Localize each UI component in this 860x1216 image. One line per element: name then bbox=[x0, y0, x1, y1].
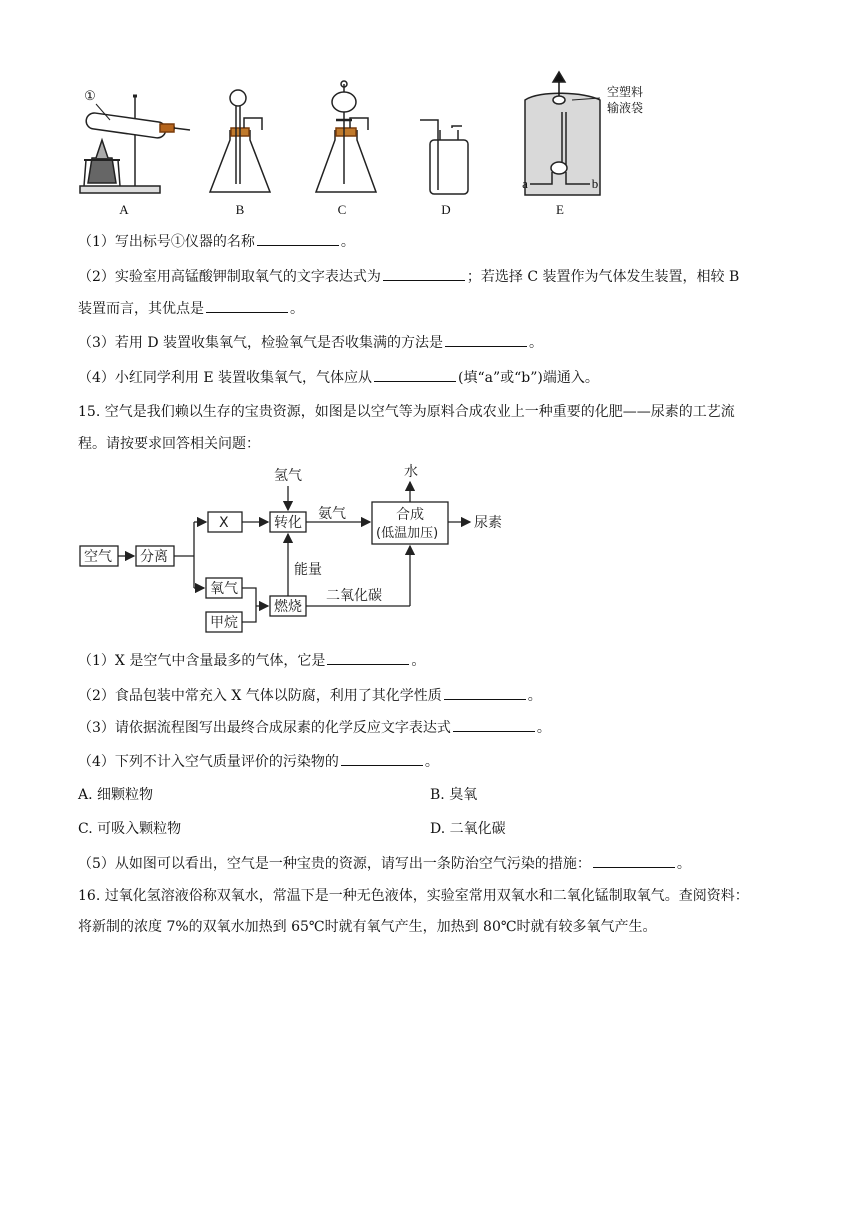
apparatus-figure bbox=[0, 0, 860, 228]
option-a[interactable]: A. 细颗粒物 bbox=[78, 787, 154, 803]
q15-p2-text: （2）食品包装中常充入 X 气体以防腐，利用了其化学性质 bbox=[78, 688, 442, 704]
flow-hydrogen: 氢气 bbox=[274, 468, 302, 484]
q15-p4-end: 。 bbox=[424, 754, 439, 770]
answer-blank[interactable] bbox=[341, 751, 423, 766]
flow-water: 水 bbox=[404, 464, 418, 480]
flow-energy: 能量 bbox=[294, 562, 322, 578]
apparatus-e bbox=[525, 72, 600, 195]
q16-line-2: 将新制的浓度 7%的双氧水加热到 65℃时就有氧气产生，加热到 80℃时就有较多氧气产生。 bbox=[78, 919, 657, 935]
answer-blank[interactable] bbox=[445, 332, 527, 347]
q15-p1-end: 。 bbox=[411, 653, 426, 669]
answer-blank[interactable] bbox=[257, 231, 339, 246]
q15-p4-text: （4）下列不计入空气质量评价的污染物的 bbox=[78, 754, 339, 770]
label-a: A bbox=[119, 202, 129, 217]
marker-1: ① bbox=[84, 88, 96, 103]
q14-p3-end: 。 bbox=[529, 335, 544, 351]
q15-p5-end: 。 bbox=[676, 856, 691, 872]
q14-p3-text: （3）若用 D 装置收集氧气，检验氧气是否收集满的方法是 bbox=[78, 335, 444, 351]
bag-label-1: 空塑料 bbox=[606, 85, 644, 99]
flow-burn: 燃烧 bbox=[274, 599, 302, 615]
q15-p3-end: 。 bbox=[536, 720, 551, 736]
q15-part4 bbox=[78, 751, 439, 772]
apparatus-d bbox=[420, 120, 468, 194]
bag-label-2: 输液袋 bbox=[606, 101, 644, 115]
q15-p1-text: （1）X 是空气中含量最多的气体，它是 bbox=[78, 653, 326, 669]
flow-x: X bbox=[219, 515, 229, 531]
label-b: B bbox=[235, 202, 245, 217]
answer-blank[interactable] bbox=[383, 266, 465, 281]
q15-p3-text: （3）请依据流程图写出最终合成尿素的化学反应文字表达式 bbox=[78, 720, 451, 736]
q15-part1 bbox=[78, 650, 425, 671]
q14-part1 bbox=[78, 231, 355, 252]
flow-oxygen: 氧气 bbox=[210, 581, 238, 597]
q15-intro-1: 15. 空气是我们赖以生存的宝贵资源，如图是以空气等为原料合成农业上一种重要的化肥——尿素的工艺流 bbox=[78, 404, 735, 420]
flow-synth-1: 合成 bbox=[396, 507, 424, 523]
label-c: C bbox=[337, 202, 347, 217]
option-b[interactable]: B. 臭氧 bbox=[430, 787, 478, 803]
flow-synth-2: (低温加压) bbox=[376, 526, 439, 541]
port-b-label: b bbox=[591, 176, 599, 191]
q14-part2-cont bbox=[78, 298, 304, 319]
q14-p4-text: （4）小红同学利用 E 装置收集氧气，气体应从 bbox=[78, 370, 373, 386]
label-e: E bbox=[556, 202, 564, 217]
flow-air: 空气 bbox=[84, 549, 112, 565]
label-d: D bbox=[441, 202, 451, 217]
answer-blank[interactable] bbox=[593, 853, 675, 868]
q14-part2 bbox=[78, 266, 739, 287]
q14-part4 bbox=[78, 367, 599, 388]
flow-co2: 二氧化碳 bbox=[326, 588, 382, 604]
answer-blank[interactable] bbox=[327, 650, 409, 665]
q14-p4-end: (填“a”或“b”)端通入。 bbox=[458, 370, 599, 386]
apparatus-b bbox=[210, 90, 270, 192]
q14-p2-text3: 装置而言，其优点是 bbox=[78, 301, 204, 317]
q15-intro-2: 程。请按要求回答相关问题： bbox=[78, 436, 260, 452]
flow-methane: 甲烷 bbox=[210, 615, 238, 631]
q15-part2 bbox=[78, 685, 542, 706]
apparatus-c bbox=[316, 81, 376, 192]
q16-line-1: 16. 过氧化氢溶液俗称双氧水，常温下是一种无色液体，实验室常用双氧水和二氧化锰制取氧气。查阅资料： bbox=[78, 888, 749, 904]
flow-urea: 尿素 bbox=[474, 515, 502, 531]
q15-p5-text: （5）从如图可以看出，空气是一种宝贵的资源，请写出一条防治空气污染的措施： bbox=[78, 856, 591, 872]
flow-convert: 转化 bbox=[274, 515, 302, 531]
option-d[interactable]: D. 二氧化碳 bbox=[430, 821, 506, 837]
q15-part3 bbox=[78, 717, 551, 738]
flow-ammonia: 氨气 bbox=[318, 506, 346, 522]
flow-separate: 分离 bbox=[140, 549, 168, 565]
q14-part3 bbox=[78, 332, 543, 353]
answer-blank[interactable] bbox=[206, 298, 288, 313]
q14-p2-text2: ；若选择 C 装置作为气体发生装置，相较 B bbox=[466, 269, 740, 285]
q14-p2-end: 。 bbox=[290, 301, 304, 317]
q15-part5 bbox=[78, 853, 691, 874]
port-a-label: a bbox=[522, 176, 528, 191]
q15-p2-end: 。 bbox=[527, 688, 542, 704]
answer-blank[interactable] bbox=[374, 367, 456, 382]
answer-blank[interactable] bbox=[444, 685, 526, 700]
apparatus-a bbox=[80, 96, 190, 193]
flow-diagram bbox=[0, 460, 860, 640]
q14-p2-text: （2）实验室用高锰酸钾制取氧气的文字表达式为 bbox=[78, 269, 381, 285]
q14-p1-text: （1）写出标号①仪器的名称 bbox=[78, 234, 255, 250]
answer-blank[interactable] bbox=[453, 717, 535, 732]
option-c[interactable]: C. 可吸入颗粒物 bbox=[78, 821, 182, 837]
q14-p1-end: 。 bbox=[340, 234, 355, 250]
